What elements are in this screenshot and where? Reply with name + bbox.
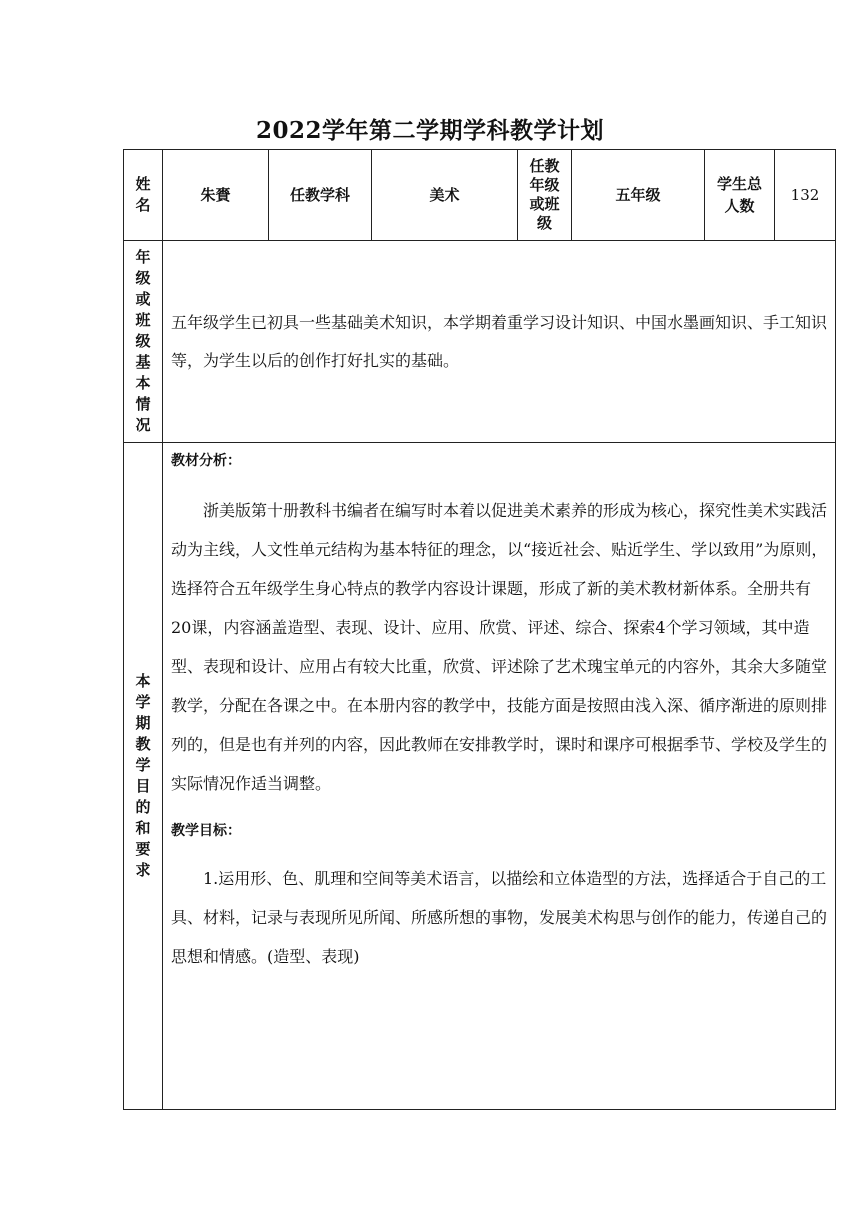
objective-1-text: 1.运用形、色、肌理和空间等美术语言，以描绘和立体造型的方法，选择适合于自己的工具、材料，记录与表现所见所闻、所感所想的事物，发展美术构思与创作的能力，传递自己的思想和情感。(造型、表现): [171, 869, 828, 966]
grade-label: 任教年级或班级: [529, 157, 560, 232]
teaching-plan-table: [123, 149, 836, 1110]
subject-label: 任教学科: [269, 150, 372, 241]
situation-label-cell: [124, 241, 163, 443]
students-value: 132: [775, 150, 836, 241]
analysis-text: 浙美版第十册教科书编者在编写时本着以促进美术素养的形成为核心，探究性美术实践活动为主线，人文性单元结构为基本特征的理念，以“接近社会、贴近学生、学以致用”为原则，选择符合五年级学生身心特点的教学内容设计课题，形成了新的美术教材新体系。全册共有20课，内容涵盖造型、表现、设计、应用、欣赏、评述、综合、探索4个学习领域，其中造型、表现和设计、应用占有较大比重，欣赏、评述除了艺术瑰宝单元的内容外，其余大多随堂教学，分配在各课之中。在本册内容的教学中，技能方面是按照由浅入深、循序渐进的原则排列的，但是也有并列的内容，因此教师在安排教学时，课时和课序可根据季节、学校及学生的实际情况作适当调整。: [171, 501, 828, 793]
page-title: 2022学年第二学期学科教学计划: [255, 117, 604, 144]
name-label-cell: [124, 150, 163, 241]
goals-label: 本学期教学目的和要求: [135, 672, 151, 879]
goals-row: [124, 443, 836, 1110]
students-label-cell: [705, 150, 775, 241]
grade-value: 五年级: [572, 150, 705, 241]
header-row: [124, 150, 836, 241]
name-value: 朱賚: [163, 150, 269, 241]
situation-label: 年级或班级基本情况: [135, 248, 151, 434]
subject-value: 美术: [372, 150, 518, 241]
goals-label-cell: [124, 443, 163, 1110]
students-label: 学生总人数: [716, 175, 762, 215]
name-label: 姓名: [135, 175, 151, 214]
situation-text: 五年级学生已初具一些基础美术知识，本学期着重学习设计知识、中国水墨画知识、手工知识等，为学生以后的创作打好扎实的基础。: [171, 312, 828, 370]
situation-content: [163, 241, 836, 443]
goals-content: [163, 443, 836, 1110]
analysis-heading: 教材分析：: [171, 453, 241, 469]
situation-row: [124, 241, 836, 443]
grade-label-cell: [518, 150, 572, 241]
objectives-heading: 教学目标：: [171, 823, 241, 839]
